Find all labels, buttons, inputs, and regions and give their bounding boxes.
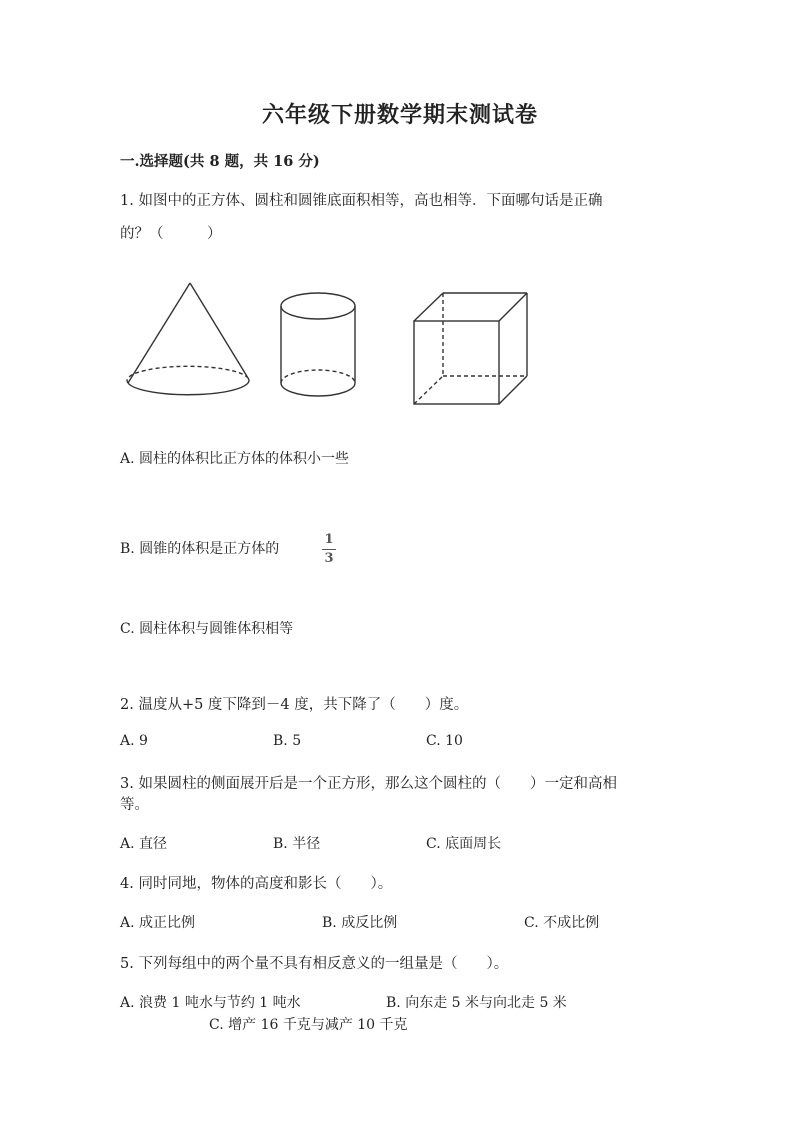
section-heading: 一.选择题(共 8 题，共 16 分) [120,153,320,170]
question-1-option-c[interactable]: C. 圆柱体积与圆锥体积相等 [120,621,294,637]
question-4-option-b[interactable]: B. 成反比例 [322,915,398,931]
question-5-option-a[interactable]: A. 浪费 1 吨水与节约 1 吨水 [120,995,301,1011]
question-3-option-b[interactable]: B. 半径 [273,836,321,852]
question-3-text-line2: 等。 [120,797,149,813]
question-3-option-c[interactable]: C. 底面周长 [426,836,502,852]
question-2-option-a[interactable]: A. 9 [120,733,148,749]
question-2-option-b[interactable]: B. 5 [273,733,302,749]
question-3-option-a[interactable]: A. 直径 [120,836,168,852]
cylinder-icon [281,293,355,396]
fraction-numerator: 1 [324,532,334,547]
question-4-option-c[interactable]: C. 不成比例 [524,915,600,931]
question-1-text-line2: 的？（ ） [120,226,222,242]
question-4-option-a[interactable]: A. 成正比例 [120,915,196,931]
question-3-text-line1: 3. 如果圆柱的侧面展开后是一个正方形，那么这个圆柱的（ ）一定和高相 [120,776,617,792]
cube-icon [414,293,527,404]
question-4-text: 4. 同时同地，物体的高度和影长（ ）。 [120,876,393,892]
cone-icon [127,283,249,395]
page-title: 六年级下册数学期末测试卷 [261,102,538,128]
question-5-option-c[interactable]: C. 增产 16 千克与减产 10 千克 [209,1017,408,1033]
solids-figure [120,278,540,408]
question-5-option-b[interactable]: B. 向东走 5 米与向北走 5 米 [386,995,567,1011]
question-1-option-a[interactable]: A. 圆柱的体积比正方体的体积小一些 [120,451,350,467]
question-5-text: 5. 下列每组中的两个量不具有相反意义的一组量是（ ）。 [120,956,509,972]
question-2-text: 2. 温度从+5 度下降到－4 度，共下降了（ ）度。 [120,697,469,713]
question-1-text-line1: 1. 如图中的正方体、圆柱和圆锥底面积相等，高也相等．下面哪句话是正确 [120,193,603,209]
question-2-option-c[interactable]: C. 10 [426,733,463,749]
fraction-denominator: 3 [324,551,334,566]
question-1-option-b[interactable]: B. 圆锥的体积是正方体的 [120,541,280,557]
fraction-one-third [322,533,336,566]
